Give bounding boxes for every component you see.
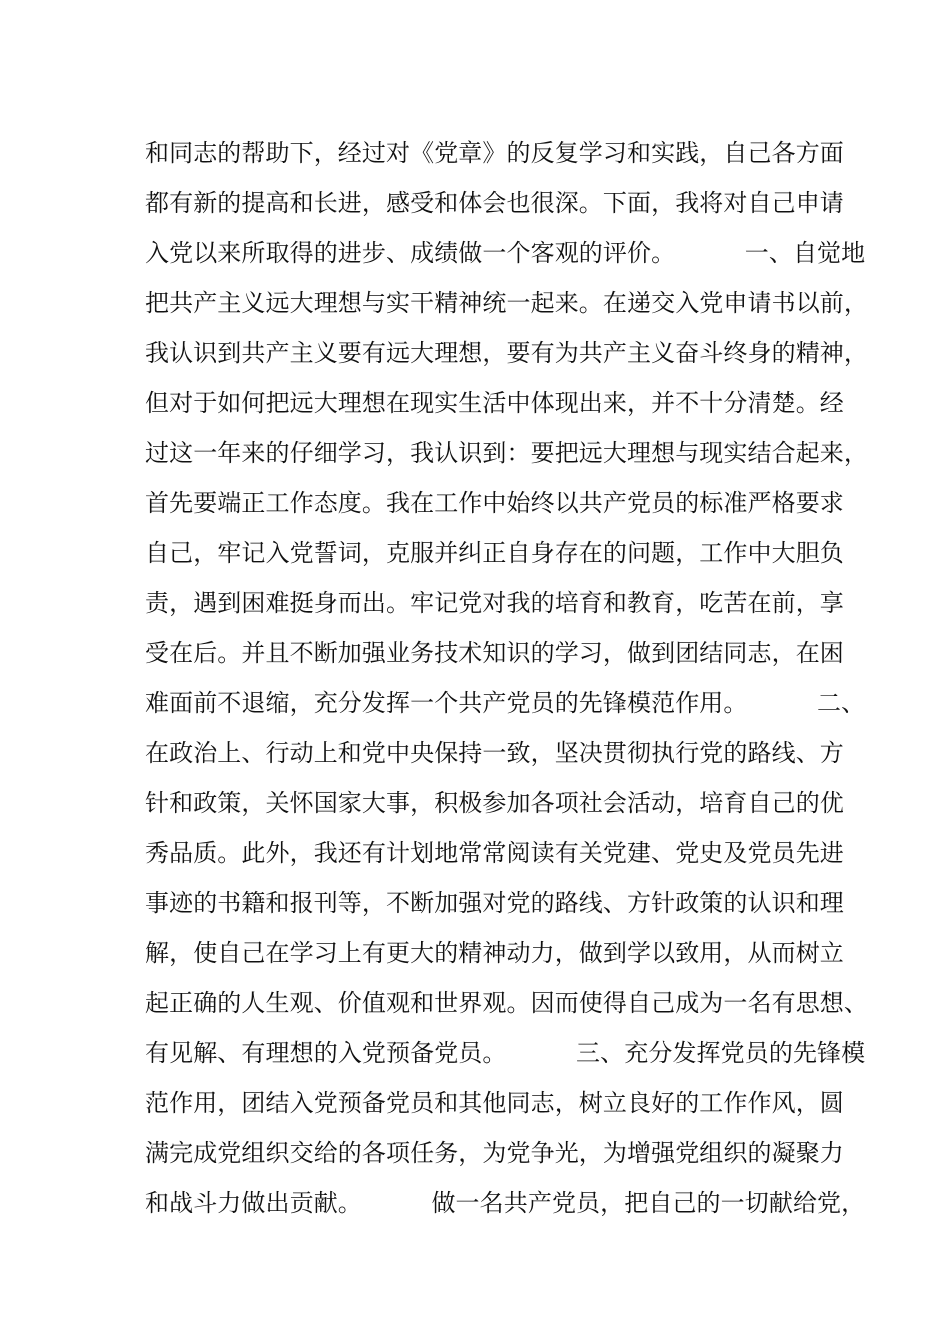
text-line: 难面前不退缩，充分发挥一个共产党员的先锋模范作用。 二、 — [145, 689, 866, 717]
body-text — [145, 128, 868, 1228]
text-line: 解，使自己在学习上有更大的精神动力，做到学以致用，从而树立 — [145, 939, 844, 967]
text-line: 首先要端正工作态度。我在工作中始终以共产党员的标准严格要求 — [145, 489, 844, 517]
text-line: 和同志的帮助下，经过对《党章》的反复学习和实践，自己各方面 — [145, 139, 844, 167]
text-line: 满完成党组织交给的各项任务，为党争光，为增强党组织的凝聚力 — [145, 1139, 844, 1167]
text-line: 在政治上、行动上和党中央保持一致，坚决贯彻执行党的路线、方 — [145, 739, 844, 767]
text-line: 针和政策，关怀国家大事，积极参加各项社会活动，培育自己的优 — [145, 789, 844, 817]
text-line: 自己，牢记入党誓词，克服并纠正自身存在的问题，工作中大胆负 — [145, 539, 844, 567]
text-line: 过这一年来的仔细学习，我认识到：要把远大理想与现实结合起来， — [145, 439, 868, 467]
text-line: 受在后。并且不断加强业务技术知识的学习，做到团结同志，在困 — [145, 639, 844, 667]
text-line: 都有新的提高和长进，感受和体会也很深。下面，我将对自己申请 — [145, 189, 844, 217]
text-line: 入党以来所取得的进步、成绩做一个客观的评价。 一、自觉地 — [145, 239, 866, 267]
text-line: 起正确的人生观、价值观和世界观。因而使得自己成为一名有思想、 — [145, 989, 868, 1017]
text-line: 范作用，团结入党预备党员和其他同志，树立良好的工作作风，圆 — [145, 1089, 844, 1117]
text-line: 责，遇到困难挺身而出。牢记党对我的培育和教育，吃苦在前，享 — [145, 589, 844, 617]
text-line: 我认识到共产主义要有远大理想，要有为共产主义奋斗终身的精神， — [145, 339, 868, 367]
text-line: 和战斗力做出贡献。 做一名共产党员，把自己的一切献给党， — [145, 1189, 866, 1217]
text-line: 事迹的书籍和报刊等，不断加强对党的路线、方针政策的认识和理 — [145, 889, 844, 917]
text-line: 有见解、有理想的入党预备党员。 三、充分发挥党员的先锋模 — [145, 1039, 866, 1067]
text-line: 但对于如何把远大理想在现实生活中体现出来，并不十分清楚。经 — [145, 389, 844, 417]
text-line: 秀品质。此外，我还有计划地常常阅读有关党建、党史及党员先进 — [145, 839, 844, 867]
text-line: 把共产主义远大理想与实干精神统一起来。在递交入党申请书以前， — [145, 289, 868, 317]
